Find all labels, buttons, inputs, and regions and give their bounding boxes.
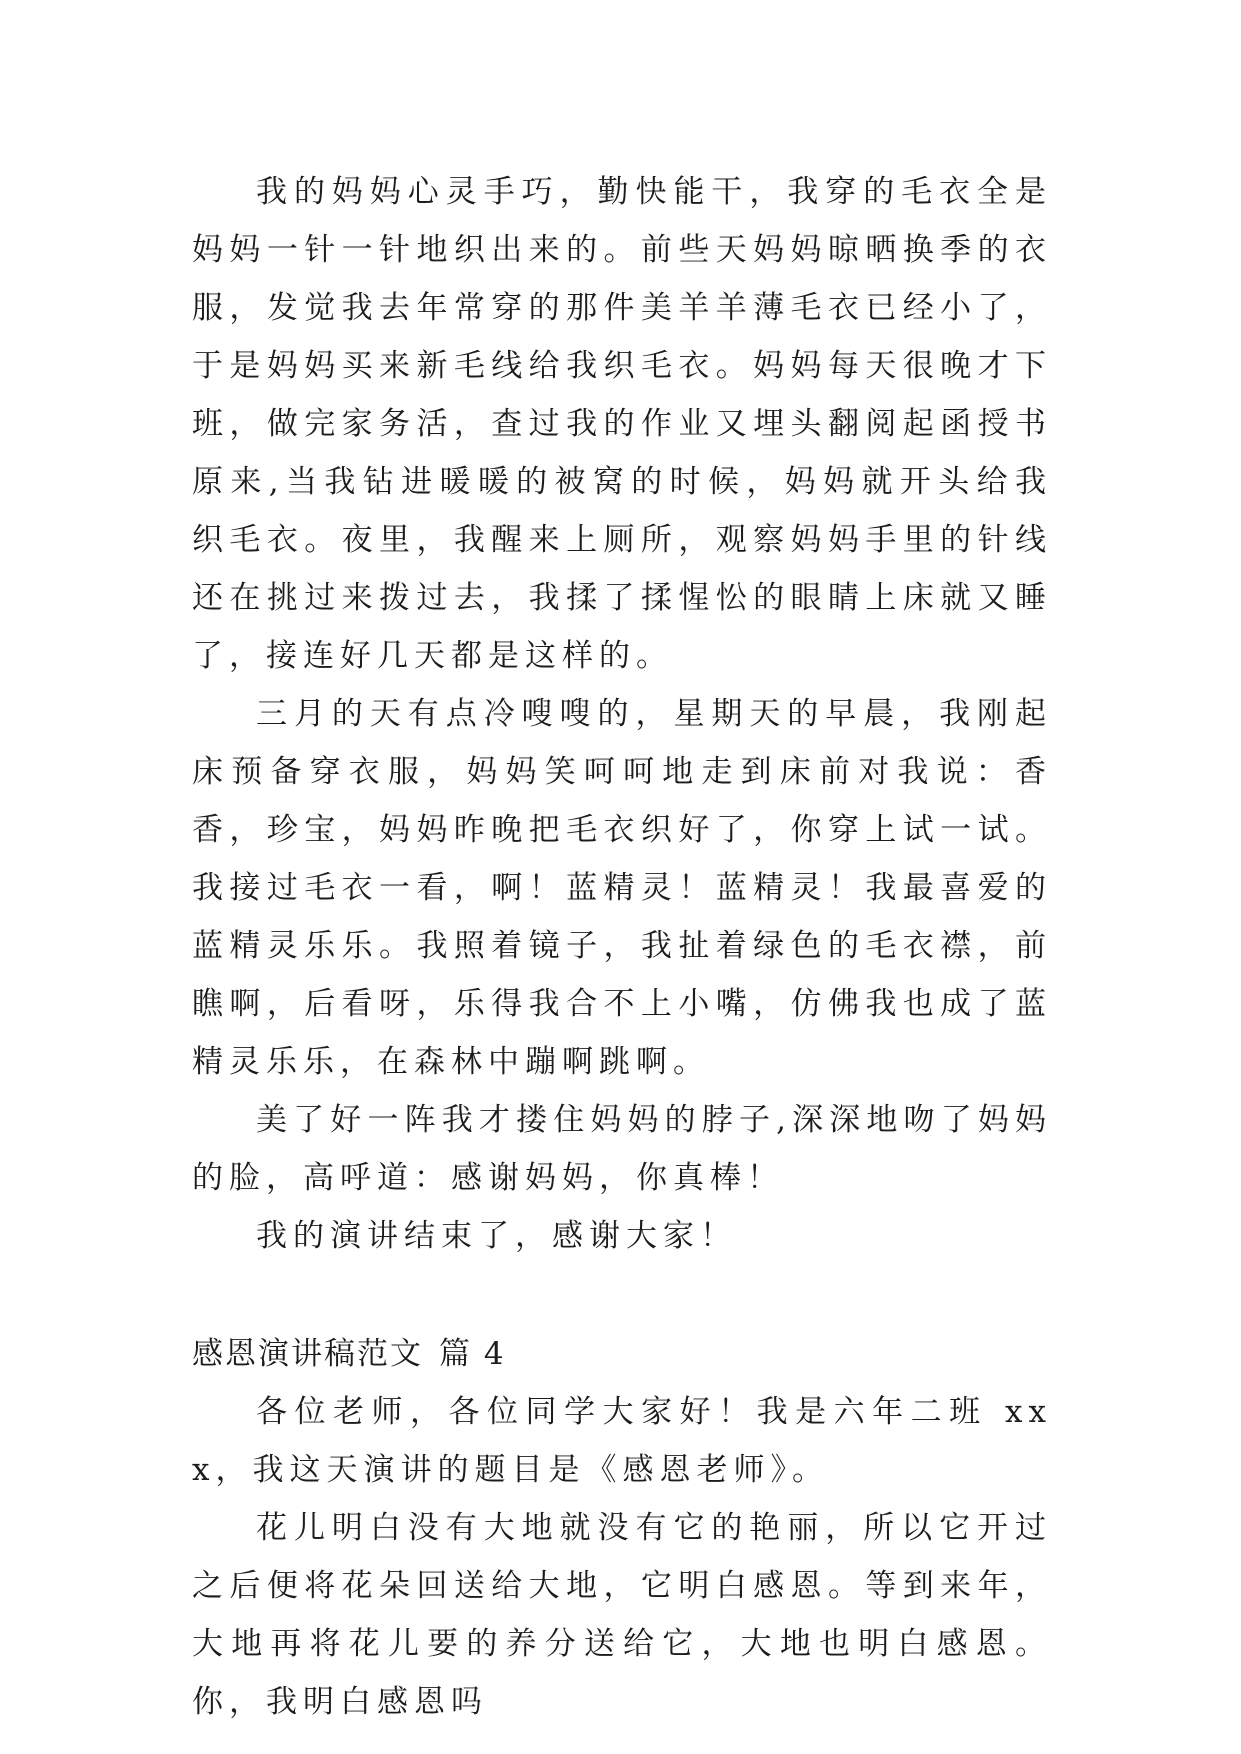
section-number: 篇 4 [439,1336,506,1372]
section-heading [192,1325,1052,1383]
paragraph: 花儿明白没有大地就没有它的艳丽，所以它开过之后便将花朵回送给大地，它明白感恩。等到来年，大地再将花儿要的养分送给它，大地也明白感恩。你，我明白感恩吗 [192,1510,1052,1720]
paragraph: 我的妈妈心灵手巧，勤快能干，我穿的毛衣全是妈妈一针一针地织出来的。前些天妈妈晾晒换季的衣服，发觉我去年常穿的那件美羊羊薄毛衣已经小了，于是妈妈买来新毛线给我织毛衣。妈妈每天很晚才下班，做完家务活，查过我的作业又埋头翻阅起函授书原来,当我钻进暖暖的被窝的时候，妈妈就开头给我织毛衣。夜里，我醒来上厕所，观察妈妈手里的针线还在挑过来拨过去，我揉了揉惺忪的眼睛上床就又睡了，接连好几天都是这样的。 [192,174,1052,674]
document-body [192,163,1052,1731]
paragraph: 美了好一阵我才搂住妈妈的脖子,深深地吻了妈妈的脸，高呼道：感谢妈妈，你真棒！ [192,1102,1052,1196]
paragraph: 我的演讲结束了，感谢大家！ [256,1218,737,1254]
paragraph: 三月的天有点冷嗖嗖的，星期天的早晨，我刚起床预备穿衣服，妈妈笑呵呵地走到床前对我说：香香，珍宝，妈妈昨晚把毛衣织好了，你穿上试一试。我接过毛衣一看，啊！蓝精灵！蓝精灵！我最喜爱的蓝精灵乐乐。我照着镜子，我扯着绿色的毛衣襟，前瞧啊，后看呀，乐得我合不上小嘴，仿佛我也成了蓝精灵乐乐，在森林中蹦啊跳啊。 [192,696,1052,1080]
paragraph: 各位老师，各位同学大家好！我是六年二班 xxx，我这天演讲的题目是《感恩老师》。 [192,1394,1052,1488]
section-spacer [192,1265,1052,1325]
section-title: 感恩演讲稿范文 [192,1336,423,1372]
